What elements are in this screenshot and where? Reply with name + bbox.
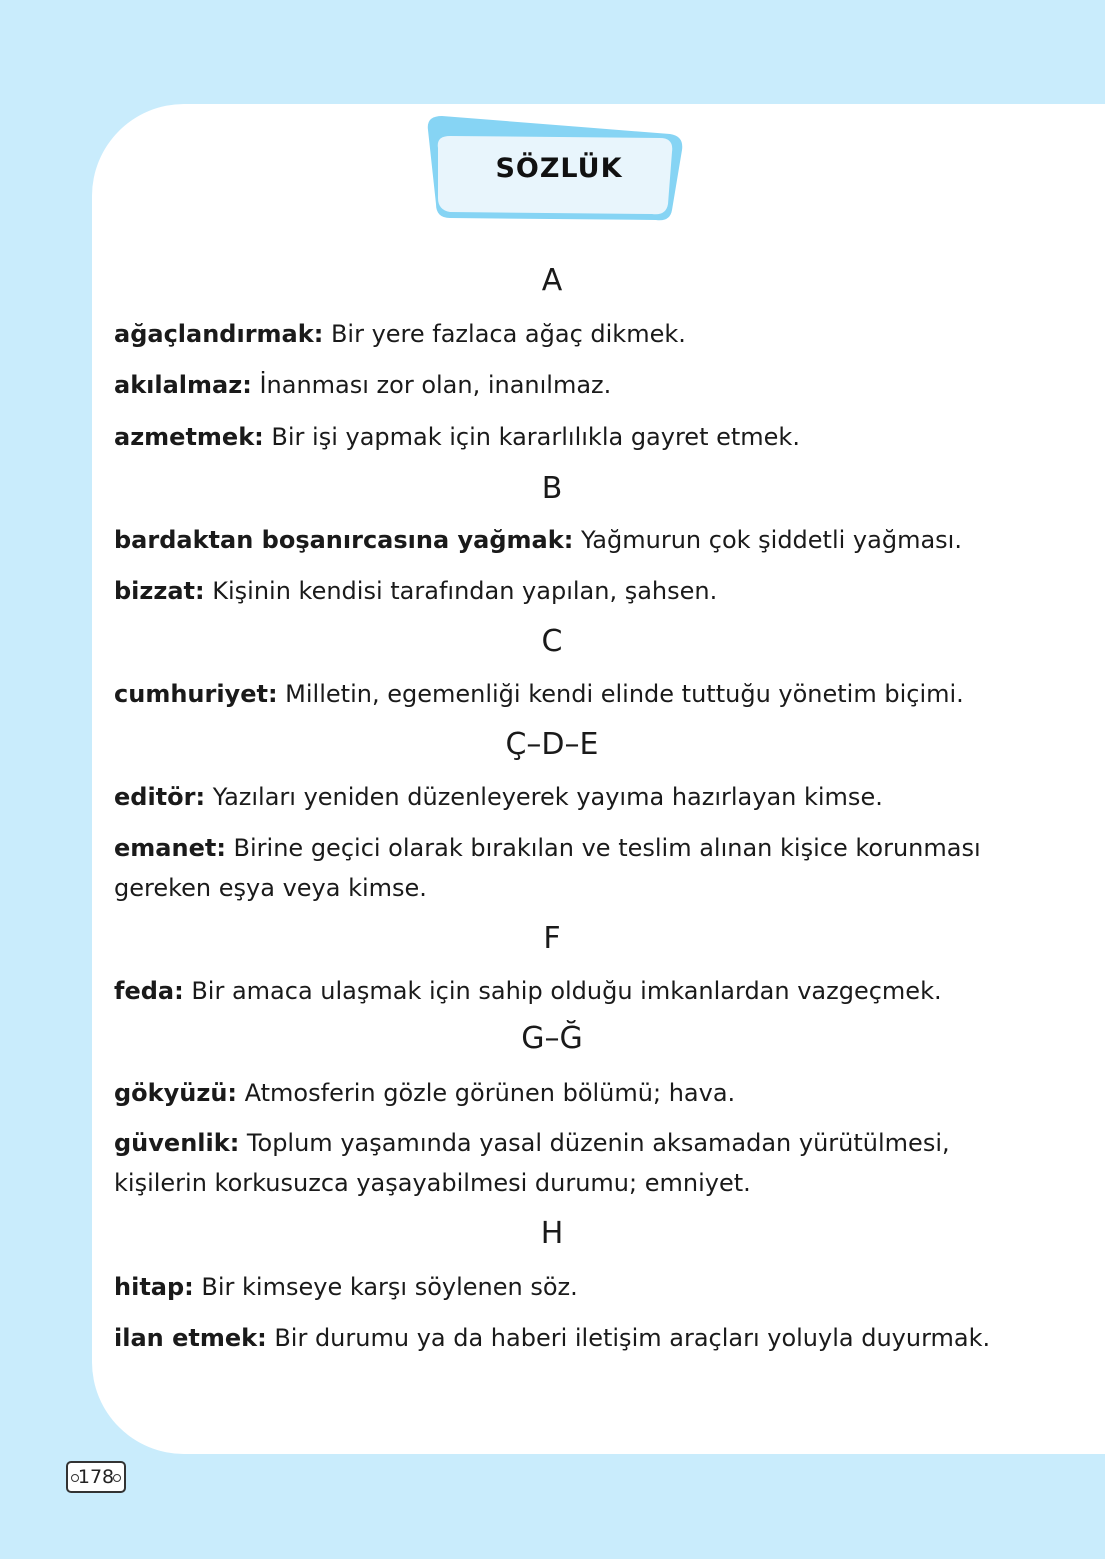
entry-definition: Kişinin kendisi tarafından yapılan, şahsen. xyxy=(204,577,718,605)
entry-term: hitap: xyxy=(114,1273,194,1301)
dictionary-entry xyxy=(114,1073,994,1113)
title-banner xyxy=(420,112,686,224)
entry-term: akılalmaz: xyxy=(114,371,252,399)
entry-definition: İnanması zor olan, inanılmaz. xyxy=(251,371,612,399)
entry-definition: Bir yere fazlaca ağaç dikmek. xyxy=(323,320,686,348)
dictionary-entry xyxy=(114,571,994,611)
dictionary-entry xyxy=(114,674,994,714)
entry-term: cumhuriyet: xyxy=(114,680,278,708)
dictionary-entry xyxy=(114,520,994,560)
entry-term: bizzat: xyxy=(114,577,205,605)
entry-term: editör: xyxy=(114,783,206,811)
dictionary-entry xyxy=(114,828,994,908)
entry-term: ilan etmek: xyxy=(114,1324,267,1352)
entry-term: güvenlik: xyxy=(114,1129,240,1157)
entry-term: ağaçlandırmak: xyxy=(114,320,324,348)
section-letter: B xyxy=(541,471,563,506)
page-number xyxy=(66,1461,126,1493)
entry-definition: Bir kimseye karşı söylenen söz. xyxy=(193,1273,578,1301)
entry-definition: Yazıları yeniden düzenleyerek yayıma hazırlayan kimse. xyxy=(205,783,883,811)
dictionary-entry xyxy=(114,971,994,1011)
entry-term: gökyüzü: xyxy=(114,1079,238,1107)
dot-icon xyxy=(71,1474,79,1482)
dictionary-entry xyxy=(114,365,994,405)
dictionary-entry xyxy=(114,314,994,354)
entry-term: bardaktan boşanırcasına yağmak: xyxy=(114,526,574,554)
dictionary-entry xyxy=(114,1123,994,1203)
entry-definition: Bir durumu ya da haberi iletişim araçları yoluyla duyurmak. xyxy=(266,1324,991,1352)
entry-definition: Atmosferin gözle görünen bölümü; hava. xyxy=(237,1079,736,1107)
section-letter: F xyxy=(543,921,561,956)
entry-definition: Bir işi yapmak için kararlılıkla gayret etmek. xyxy=(263,423,800,451)
section-letter: Ç–D–E xyxy=(505,727,599,762)
entry-term: azmetmek: xyxy=(114,423,264,451)
page-number-text: 178 xyxy=(77,1466,115,1488)
entry-definition: Yağmurun çok şiddetli yağması. xyxy=(573,526,962,554)
section-letter: C xyxy=(541,624,563,659)
entry-definition: Bir amaca ulaşmak için sahip olduğu imkanlardan vazgeçmek. xyxy=(183,977,942,1005)
dictionary-entry xyxy=(114,417,994,457)
entry-term: emanet: xyxy=(114,834,226,862)
dictionary-entry xyxy=(114,777,994,817)
dictionary-entry xyxy=(114,1267,994,1307)
entry-definition: Toplum yaşamında yasal düzenin aksamadan yürütülmesi, kişilerin korkusuzca yaşayabilmesi durumu; emniyet. xyxy=(114,1129,950,1197)
entry-definition: Birine geçici olarak bırakılan ve teslim alınan kişice korunması gereken eşya veya kimse. xyxy=(114,834,981,902)
section-letter: G–Ğ xyxy=(521,1021,583,1056)
page-title: SÖZLÜK xyxy=(495,152,623,184)
section-letter: H xyxy=(540,1216,564,1251)
entry-definition: Milletin, egemenliği kendi elinde tuttuğu yönetim biçimi. xyxy=(277,680,964,708)
dot-icon xyxy=(113,1474,121,1482)
entry-term: feda: xyxy=(114,977,184,1005)
section-letter: A xyxy=(541,263,563,298)
dictionary-entry xyxy=(114,1318,994,1358)
